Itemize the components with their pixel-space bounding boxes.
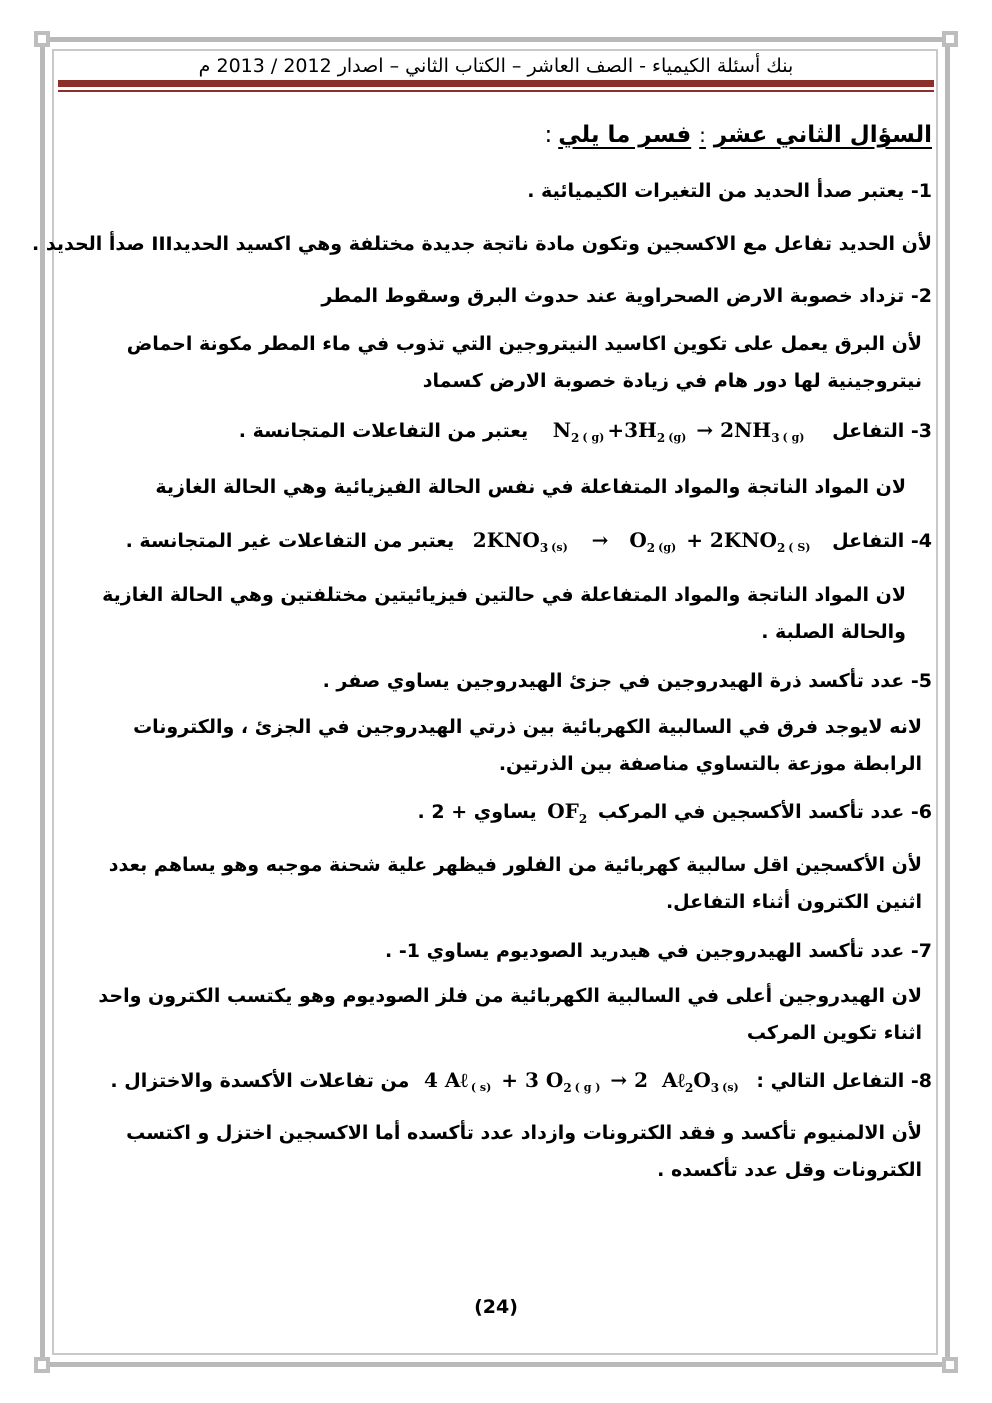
item-4-question [62, 524, 932, 565]
border-corner [942, 1357, 958, 1373]
equation-4: $2KNO_3$ $_{(s)}$ → $O_2$ $_{(g)} + 2KNO_2$ $_{( S)}$ [472, 528, 811, 555]
item-8-question [62, 1064, 932, 1105]
item-1-question: 1- يعتبر صدأ الحديد من التغيرات الكيميائية . [527, 180, 932, 202]
title-separator: : [699, 123, 706, 147]
formula-of2: $OF_2$ [547, 799, 588, 826]
item-6-prefix: 6- عدد تأكسد الأكسجين في المركب [597, 801, 932, 823]
header-rule [58, 80, 934, 87]
item-8-answer: لأن الالمنيوم تأكسد و فقد الكترونات وازداد عدد تأكسده أما الاكسجين اختزل و اكتسب الكترونات وقل عدد تأكسده . [126, 1122, 922, 1181]
item-2-answer: لأن البرق يعمل على تكوين اكاسيد النيتروجين التي تذوب في ماء المطر مكونة احماض نيتروجينية لها دور هام في زيادة خصوبة الارض كسماد [126, 333, 922, 392]
item-8-prefix: 8- التفاعل التالي : [756, 1070, 932, 1092]
question-number-title: السؤال الثاني عشر [713, 122, 932, 148]
question-title [62, 118, 932, 152]
item-5-question: 5- عدد تأكسد ذرة الهيدروجين في جزئ الهيدروجين يساوي صفر . [322, 670, 932, 692]
item-6-answer: لأن الأكسجين اقل سالبية كهربائية من الفلور فيظهر علية شحنة موجبه وهو يساهم بعدد اثنين الكترون أثناء التفاعل. [108, 854, 922, 913]
item-3-question [62, 414, 932, 455]
border-corner [942, 31, 958, 47]
item-6-question [62, 795, 932, 836]
page-content [32, 118, 932, 1189]
item-2-question: 2- تزداد خصوبة الارض الصحراوية عند حدوث البرق وسقوط المطر [321, 285, 932, 307]
item-8-suffix: من تفاعلات الأكسدة والاختزال . [110, 1070, 410, 1092]
item-4-prefix: 4- التفاعل [832, 530, 932, 552]
equation-3: $N_2$ $_{( g)} +3H_2$ $_{(g)} \to 2NH_3$ $_{( g)}$ [552, 418, 805, 445]
item-6-suffix: يساوي + 2 . [417, 801, 537, 823]
question-instruction: فسر ما يلي [558, 122, 692, 148]
item-3-answer: لان المواد الناتجة والمواد المتفاعلة في نفس الحالة الفيزيائية وهي الحالة الغازية [155, 476, 906, 498]
header-rule-thin [58, 90, 934, 92]
border-corner [34, 31, 50, 47]
border-corner [34, 1357, 50, 1373]
item-5-answer: لانه لايوجد فرق في السالبية الكهربائية بين ذرتي الهيدروجين في الجزئ ، والكترونات الرابطة موزعة بالتساوي مناصفة بين الذرتين. [133, 716, 922, 775]
page-header: بنك أسئلة الكيمياء - الصف العاشر – الكتاب الثاني – اصدار 2012 / 2013 م [198, 55, 794, 77]
equation-8: 4 Aℓ $_{( s)}$ + 3 $O_2$ $_{( g )}$ → 2 $A\ell_2O_3$ $_{(s)}$ [423, 1068, 739, 1095]
item-3-suffix: يعتبر من التفاعلات المتجانسة . [238, 420, 529, 442]
item-3-prefix: 3- التفاعل [832, 420, 932, 442]
item-1-answer: لأن الحديد تفاعل مع الاكسجين وتكون مادة ناتجة جديدة مختلفة وهي اكسيد الحديدIII صدأ الحديد . [32, 233, 932, 255]
item-7-answer: لان الهيدروجين أعلى في السالبية الكهربائية من فلز الصوديوم وهو يكتسب الكترون واحد اثناء تكوين المركب [98, 985, 922, 1044]
page-number: (24) [474, 1296, 518, 1318]
item-4-answer: لان المواد الناتجة والمواد المتفاعلة في حالتين فيزيائيتين مختلفتين وهي الحالة الغازية والحالة الصلبة . [102, 584, 906, 643]
instruction-colon: : [544, 122, 553, 148]
item-4-suffix: يعتبر من التفاعلات غير المتجانسة . [125, 530, 455, 552]
item-7-question: 7- عدد تأكسد الهيدروجين في هيدريد الصوديوم يساوي 1- . [385, 940, 932, 962]
